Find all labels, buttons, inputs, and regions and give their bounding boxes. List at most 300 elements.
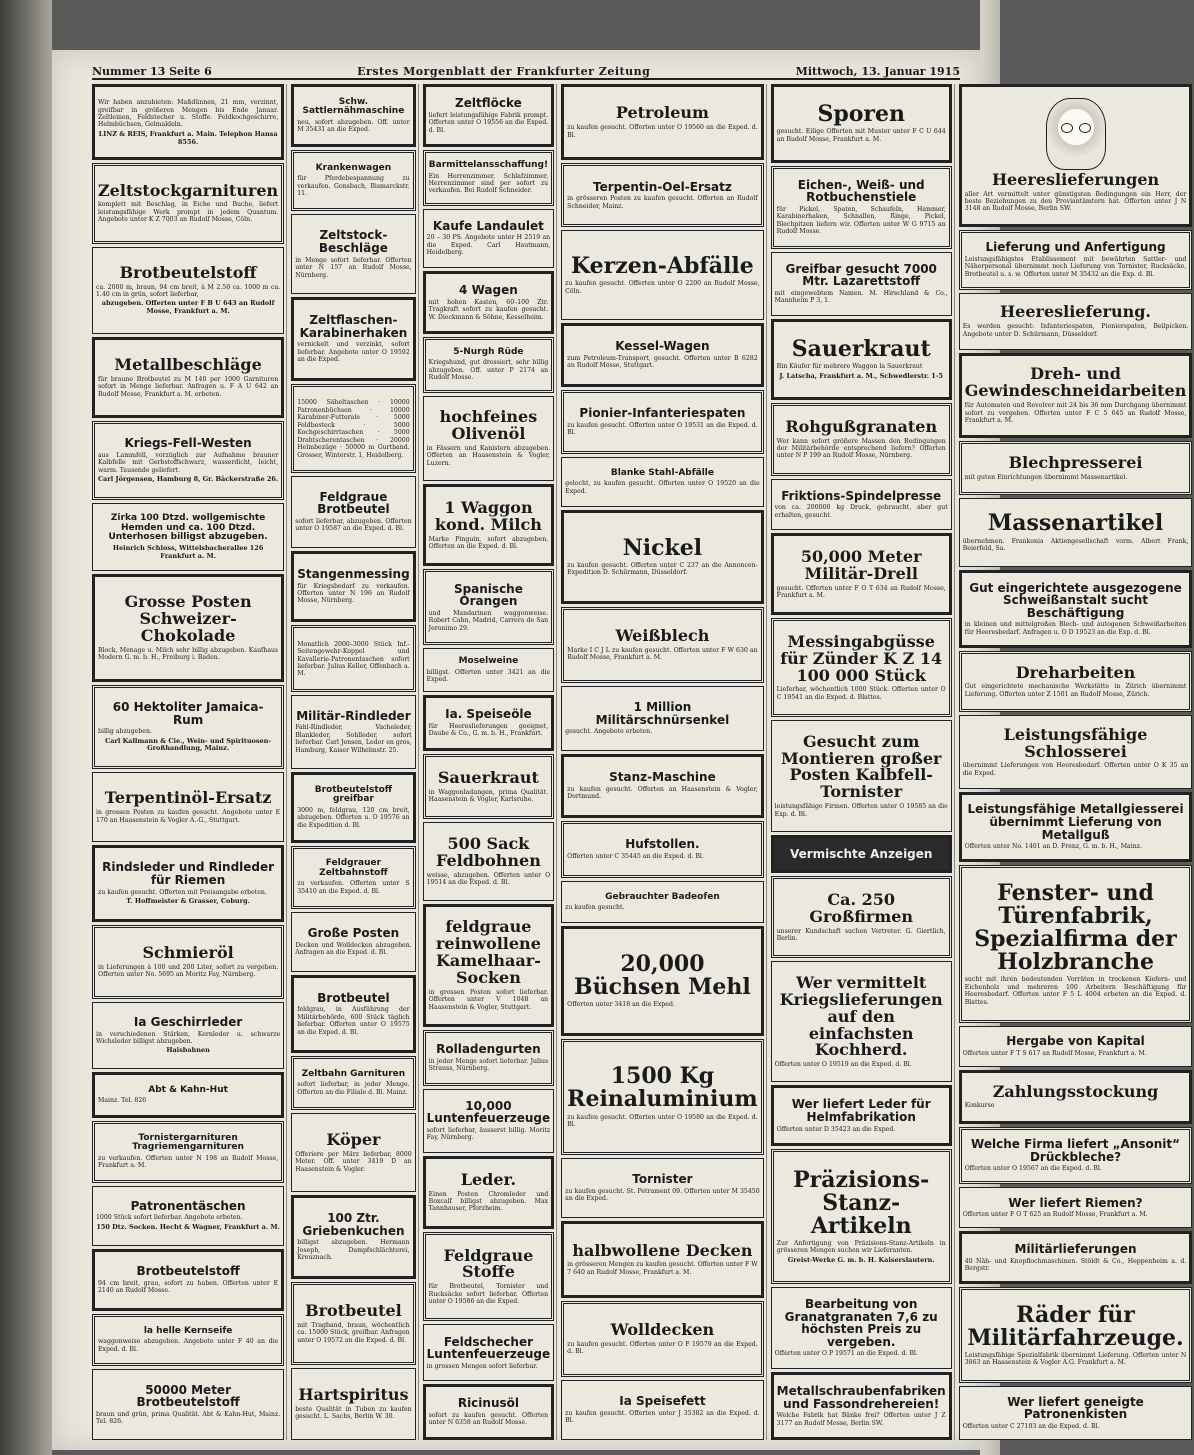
ad-body: in grösseren Mengen zu kaufen gesucht. Offerten unter F W 7 640 an Rudolf Mosse, Frankfurt a. M. <box>567 1261 758 1276</box>
classified-ad <box>291 1195 415 1279</box>
classified-ad <box>291 214 415 294</box>
ad-body: Offerten unter D 35423 an die Exped. <box>776 1125 896 1133</box>
ad-body: zu kaufen gesucht. Offerten unter O F 19579 an die Exped. d. Bl. <box>567 1340 758 1356</box>
classified-ad <box>92 845 284 922</box>
classified-ad <box>92 84 284 160</box>
classified-ad <box>959 1231 1193 1284</box>
ad-body: billig abzugeben. <box>98 728 152 736</box>
ad-body: Leistungsfähige Spezialfabrik übernimmt Lieferung. Offerten unter N 3863 an Haasenstein & Vogler A.G. Frankfurt a. M. <box>964 1351 1187 1367</box>
classified-ad <box>959 353 1193 438</box>
classified-ad <box>771 533 952 615</box>
classified-ad <box>959 498 1193 567</box>
classified-ad <box>423 271 555 334</box>
ad-advertiser: Haisbahnen <box>166 1046 210 1055</box>
ad-body: in Waggonladungen, prima Qualität. Haasenstein & Vogler, Karlsruhe. <box>428 788 549 804</box>
ad-column-2 <box>291 84 418 1440</box>
classified-ad <box>561 1158 764 1218</box>
ad-headline: Leder. <box>460 1169 517 1189</box>
ad-headline: Moselweine <box>458 656 519 667</box>
ad-body: in grösseren Posten zu kaufen gesucht. Offerten an Rudolf Schneider, Mainz. <box>567 195 758 210</box>
ad-headline: Terpentinöl-Ersatz <box>104 788 272 808</box>
ad-headline: Metallschraubenfabriken und Fassondrehereien! <box>776 1383 946 1411</box>
ad-advertiser: Carl Kallmann & Cie., Wein- und Spirituosen-Großhandlung, Mainz. <box>105 736 272 753</box>
ad-headline: Hufstollen. <box>625 837 700 852</box>
classified-ad <box>92 1186 284 1246</box>
classified-ad <box>291 695 415 770</box>
classified-ad <box>423 754 555 819</box>
ad-body: in verschiedenen Stärken, Kernleder u. schwarze Wichsleder billigst abzugeben. <box>96 1030 281 1045</box>
classified-ad <box>423 1089 555 1153</box>
ad-headline: Feldgrauer Zeltbahnstoff <box>319 858 388 878</box>
classified-ad <box>771 1372 952 1440</box>
classified-ad <box>92 925 284 999</box>
ad-headline: Terpentin-Oel-Ersatz <box>593 179 732 194</box>
ad-body: mit Tragband, braun, wöchentlich ca. 15000 Stück, greifbar. Anfragen unter O 19572 an die Exped. d. Bl. <box>297 1321 410 1344</box>
ad-headline: Gesucht zum Montieren großer Posten Kalbfell-Tornister <box>780 731 942 802</box>
classified-ad <box>291 1368 415 1440</box>
ad-body: Offerten unter F T S 617 an Rudolf Mosse, Frankfurt a. M. <box>962 1049 1147 1057</box>
classified-ad <box>92 503 284 571</box>
classified-ad <box>959 293 1193 350</box>
ad-headline: 500 Sack Feldbohnen <box>435 834 541 871</box>
ad-body: 40 Näh- und Knopflochmaschinen. Stöldt & Co., Heppenheim a. d. Bergstr. <box>964 1257 1187 1272</box>
classified-ad <box>959 715 1193 789</box>
classified-ad <box>291 551 415 622</box>
ad-headline: Heereslieferungen <box>991 169 1160 189</box>
classified-ad <box>291 384 415 473</box>
classified-ad <box>291 150 415 211</box>
ad-headline: Brotbeutelstoff <box>119 262 257 282</box>
ad-body: vernickelt und verzinkt, sofort lieferbar. Angebote unter O 19592 an die Exped. <box>297 341 410 364</box>
ad-body: unserer Kundschaft suchen Vertreter. G. Giertlich, Berlin. <box>776 927 946 943</box>
ad-body: Wer kann sofort größere Massen den Bedingungen der Militärbehörde entsprechend liefern? Offerten unter N P 199 an Rudolf Mosse, Nürnberg. <box>776 437 946 460</box>
ad-headline: 1 Million Militärschnürsenkel <box>595 700 730 727</box>
classified-ad <box>423 648 555 692</box>
ad-headline: 5-Nurgh Rüde <box>453 346 524 357</box>
ad-body: Wir haben anzubieten: Maßdünnen, 21 mm, verzinnt, greifbar in größeren Mengen bis Ende Januar. Zeltleinen, Feldstecher u. Stoffe. Feldkochgeschirre, Helmbüchsen, Gelmaldeln. <box>98 99 279 129</box>
ad-body: für Kriegsbedarf zu verkaufen. Offerten unter N 196 an Rudolf Mosse, Nürnberg. <box>297 582 410 605</box>
ad-body: Konkurse <box>964 1102 995 1110</box>
classified-ad <box>423 822 555 900</box>
ad-headline: Ca. 250 Großfirmen <box>809 890 914 927</box>
ad-body: zu kaufen gesucht. Offerten unter C 237 an die Annoncen-Expedition D. Schürmann, Düsseldorf. <box>567 561 758 577</box>
ad-headline: Militärlieferungen <box>1014 1241 1137 1256</box>
ad-headline: Lieferung und Anfertigung <box>985 240 1166 255</box>
ad-body: sucht mit ihren bedeutenden Vorräten in trockenen Kiefern- und Eichenholz und mehreren 100 Arbeitern Beschäftigung für Heeresbedarf. Offerten unter F 5 L 4004 erbeten an die Exped. d. Blattes. <box>964 976 1187 1006</box>
classified-ad <box>771 876 952 958</box>
ad-headline: Zeltflöcke <box>455 96 522 111</box>
ad-headline: Abt & Kahn-Hut <box>148 1084 228 1095</box>
classified-ad <box>771 961 952 1082</box>
ad-body: sofort lieferbar, abzugeben. Offerten unter O 19587 an die Exped. d. Bl. <box>295 517 412 533</box>
ad-headline: Petroleum <box>615 103 709 123</box>
ad-advertiser: T. Hoffmeister & Grasser, Coburg. <box>126 896 250 905</box>
ad-headline: Massenartikel <box>987 510 1164 537</box>
ad-advertiser: LINZ & REIS, Frankfurt a. Main. Telephon Hansa 8556. <box>98 129 278 146</box>
ad-headline: Wer vermittelt Kriegslieferungen auf den einfachsten Kochherd. <box>779 973 943 1060</box>
ad-headline: Zahlungsstockung <box>992 1081 1159 1101</box>
classified-ad <box>423 396 555 482</box>
ad-headline: Leistungsfähige Schlosserei <box>1003 724 1148 761</box>
ad-body: für Heereslieferungen geeignet, Daube & Co., G. m. b. H., Frankfurt. <box>428 723 549 738</box>
ad-advertiser: 150 Dtz. Socken. Hecht & Wagner, Frankfurt a. M. <box>96 1222 280 1231</box>
ad-body: in Lieferungen à 100 und 200 Liter, sofort zu vergeben. Offerten unter No. 5695 an Moritz Fay, Nürnberg. <box>98 963 279 979</box>
classified-ad <box>92 772 284 842</box>
ad-body: in grossen Posten zu kaufen gesucht. Angebote unter E 170 an Haasenstein & Vogler A.-G., Stuttgart. <box>96 809 281 824</box>
classified-ad <box>959 1070 1193 1124</box>
ad-body: übernehmen. Frankonia Aktiengesellschaft vorm. Albert Frank, Beierfeld, Sa. <box>962 537 1189 552</box>
ad-headline: Sauerkraut <box>791 336 931 363</box>
classified-ad <box>561 390 764 454</box>
classified-ad <box>92 1249 284 1311</box>
ad-body: beste Qualität in Tuben zu kaufen gesucht. L. Sachs, Berlin W. 30. <box>295 1406 412 1421</box>
newspaper-page <box>52 50 1189 1450</box>
ad-body: zu verkaufen. Offerten unter N 198 an Rudolf Mosse, Frankfurt a. M. <box>98 1154 279 1170</box>
ad-headline: Grosse Posten Schweizer-Chokolade <box>124 592 252 646</box>
ad-body: 1000 Stück sofort lieferbar. Angebote erbeten. <box>96 1214 243 1222</box>
classified-ad <box>92 574 284 681</box>
ad-headline: Zeltstockgarnituren <box>98 180 279 200</box>
ad-headline: Heereslieferung. <box>1000 302 1151 322</box>
ad-headline: Vermischte Anzeigen <box>789 846 933 861</box>
ad-headline: Brotbeutelstoff <box>136 1264 240 1279</box>
classified-ad <box>561 1221 764 1297</box>
ad-headline: Pionier-Infanteriespaten <box>579 406 746 421</box>
classified-ad <box>92 163 284 244</box>
ad-headline: Fenster- und Türenfabrik, Spezialfirma der Holzbranche <box>974 879 1177 976</box>
classified-ad <box>291 1056 415 1110</box>
ad-body: Marke I C J L zu kaufen gesucht. Offerten unter F W 630 an Rudolf Mosse, Frankfurt a. M. <box>567 646 758 662</box>
ad-body: zum Petroleum-Transport, gesucht. Offerten unter B 6282 an Rudolf Mosse, Stuttgart. <box>567 354 758 370</box>
ad-body: Block, Menage u. Milch sehr billig abzugeben. Kaufhaus Modern G. m. b. H., Freiburg i. Baden. <box>98 646 279 662</box>
ad-headline: Stangenmessing <box>297 566 410 581</box>
classified-ad <box>561 754 764 818</box>
ad-body: und Mandarinen waggonweise. Robert Cahn, Madrid, Carrera de San Jeronimo 29. <box>428 609 549 632</box>
ad-body: 94 cm breit, grau, sofort zu haben. Offerten unter E 2140 an Rudolf Mosse. <box>98 1279 279 1295</box>
ad-headline: Messingabgüsse für Zünder K Z 14 100 000 Stück <box>780 632 943 685</box>
ad-body: Marke Pinguin, sofort abzugeben. Offerten an die Exped. d. Bl. <box>428 535 549 551</box>
classified-ad <box>92 247 284 334</box>
ad-headline: Sporen <box>817 101 905 128</box>
classified-ad <box>959 1187 1193 1228</box>
ad-headline: Kriegs-Fell-Westen <box>124 436 252 451</box>
ad-body: 20 – 30 PS. Angebote unter H 2519 an die Exped. Carl Hautmann, Heidelberg. <box>426 234 551 257</box>
binding-edge <box>0 0 52 1455</box>
classified-ad <box>423 484 555 566</box>
classified-ad <box>771 319 952 400</box>
ad-body: Offeriere per März lieferbar, 8000 Meter. Off. unter 3419 D an Haasenstein & Vogler. <box>295 1150 412 1173</box>
ad-body: Es werden gesucht: Infanteriespaten, Pionierspaten, Beilpicken. Angebote unter D. Schürmann, Düsseldorf. <box>962 323 1189 338</box>
ad-headline: Leistungsfähige Metallgiesserei übernimmt Lieferung von Metallguß <box>967 802 1184 842</box>
classified-ad <box>291 1113 415 1192</box>
ad-body: zu kaufen gesucht. St. Petrament 09. Offerten unter M 35450 an die Exped. <box>565 1188 760 1203</box>
ad-body: Offerten unter O 19567 an die Exped. d. Bl. <box>964 1165 1102 1173</box>
ad-body: billigst. Offerten unter 3421 an die Exped. <box>426 668 551 683</box>
ad-body: mit guten Einrichtungen übernimmt Massenartikel. <box>964 473 1128 481</box>
ad-body: Offerten unter C 27103 an die Exped. d. Bl. <box>962 1423 1100 1431</box>
classified-ad <box>423 1384 555 1440</box>
ad-body: Offerten unter F O T 625 an Rudolf Mosse, Frankfurt a. M. <box>962 1211 1148 1219</box>
ad-body: zu kaufen gesucht. Offerten unter O 19560 an die Exped. d. Bl. <box>567 124 758 139</box>
ad-body: Offerten unter 3418 an die Exped. <box>567 1001 675 1009</box>
ad-body: liefert leistungsfähige Fabrik prompt. Offerten unter O 19556 an die Exped. d. Bl. <box>428 111 549 134</box>
ad-headline: Krankenwagen <box>315 162 392 173</box>
classified-ad <box>92 337 284 418</box>
classified-ad <box>92 1314 284 1367</box>
ad-body: Mainz. Tel. 826 <box>98 1097 147 1105</box>
ad-headline: Hergabe von Kapital <box>1006 1034 1145 1049</box>
classified-ad <box>959 441 1193 495</box>
ad-body: feldgrau, in Ausführung der Militärbehörde, 600 Stück täglich lieferbar. Offerten unter O 19575 an die Exped. d. Bl. <box>297 1006 410 1036</box>
classified-ad <box>291 1282 415 1365</box>
ad-body: in grossen Posten sofort lieferbar. Offerten unter V 1048 an Haasenstein & Vogler, Stuttgart. <box>428 988 549 1011</box>
classified-ad <box>92 1002 284 1070</box>
ad-body: sofort lieferbar, äusserst billig. Moritz Fay, Nürnberg. <box>426 1126 551 1142</box>
ad-body: gesucht. Eilige Offerten mit Muster unter F C U 644 an Rudolf Mosse, Frankfurt a. M. <box>776 128 946 143</box>
classified-ad <box>771 618 952 717</box>
ad-body: für Pickel, Spaten, Schaufeln, Hammer, Karabinerhaken, Schnallen, Ringe, Pickel, Blechpitzen liefern wir. Offerten unter W G 9715 an Rudolf Mosse. <box>776 205 946 236</box>
ad-headline: Dreh- und Gewindeschneidarbeiten <box>964 364 1187 401</box>
ad-headline: 1500 Kg Reinaluminium <box>567 1063 758 1113</box>
ad-headline: Brotbeutel <box>317 990 390 1005</box>
ad-body: zu verkaufen. Offerten unter S 35410 an die Exped. d. Bl. <box>297 880 410 895</box>
classified-ad <box>92 421 284 500</box>
ad-advertiser: abzugeben. Offerten unter F B U 643 an Rudolf Mosse, Frankfurt a. M. <box>101 299 275 316</box>
classified-ad <box>92 1072 284 1117</box>
ad-body: in grossen Mengen sofort lieferbar. <box>426 1362 538 1370</box>
classified-ad <box>291 846 415 909</box>
classified-ad <box>561 163 764 227</box>
ad-headline: Ricinusöl <box>457 1396 519 1411</box>
classified-ad <box>771 403 952 476</box>
ad-body: leistungsfähige Firmen. Offerten unter O 19585 an die Exp. d. Bl. <box>774 803 948 818</box>
classified-ad <box>561 230 764 320</box>
ad-headline: Stanz-Maschine <box>609 770 716 785</box>
ad-body: sofort lieferbar, in jeder Menge. Offerten an die Filiale d. Bl. Mainz. <box>297 1081 410 1096</box>
ad-body: zu kaufen gesucht. Offerten unter J 35382 an die Exped. d. Bl. <box>565 1409 760 1425</box>
classified-ad <box>771 720 952 832</box>
classified-ad <box>771 1287 952 1369</box>
ad-body: zu kaufen gesucht. Offerten mit Preisangabe erbeten. <box>98 888 267 896</box>
ad-headline: Tornistergarnituren Tragriemengarnituren <box>132 1132 244 1153</box>
ad-headline: Große Posten <box>307 926 400 941</box>
ad-body: aus Lammfell, vorzüglich zur Aufnahme brauner Kalbfelle mit Gerbstoffschwarz, wasserdicht, leicht, warm. Tausende geliefert. <box>98 451 279 474</box>
ad-headline: Kessel-Wagen <box>615 339 710 354</box>
ad-body: gesucht. Offerten unter F O T 634 an Rudolf Mosse, Frankfurt a. M. <box>776 584 946 600</box>
masthead: Erstes Morgenblatt der Frankfurter Zeitung <box>357 65 651 78</box>
ad-headline: Räder für Militärfahrzeuge. <box>967 1301 1184 1351</box>
ad-body: sofort zu kaufen gesucht. Offerten unter N 6358 an Rudolf Mosse. <box>428 1412 549 1427</box>
ad-body: Bin Käufer für mehrere Waggon la Sauerkraut <box>776 363 923 371</box>
classified-ad <box>291 975 415 1054</box>
ad-headline: Zeltflaschen-Karabinerhaken <box>299 313 408 340</box>
classified-ad <box>959 792 1193 862</box>
ad-body: für Automaten und Revolver mit 24 bis 36 mm Durchgang übernimmt sofort zu vergeben. Offerten unter F C 5 645 an Rudolf Mosse, Frankfurt a. M. <box>964 402 1187 424</box>
ad-body: gelocht, zu kaufen gesucht. Offerten unter O 19520 an die Exped. <box>565 480 760 495</box>
ad-headline: Patronentäschen <box>130 1198 246 1213</box>
classified-ad <box>291 84 415 147</box>
classified-ad <box>423 904 555 1027</box>
ad-headline: Wolldecken <box>610 1319 715 1339</box>
ad-columns <box>92 84 1189 1440</box>
classified-ad <box>959 1127 1193 1185</box>
ad-column-5 <box>771 84 955 1440</box>
ad-column-6 <box>959 84 1194 1440</box>
ad-headline: Tornister <box>632 1172 693 1187</box>
ad-headline: 50000 Meter Brotbeutelstoff <box>136 1382 240 1410</box>
ad-headline: Militär-Rindleder <box>296 708 411 723</box>
ad-body: billigst abzugeben. Hermann Joseph, Dampfschlächterei, Kreuznach. <box>297 1239 410 1262</box>
ad-headline: Blanke Stahl-Abfälle <box>610 467 714 478</box>
ad-body: Lieferbar, wöchentlich 1000 Stück. Offerten unter O C 19541 an die Exped. d. Blattes. <box>776 686 946 701</box>
classified-ad <box>423 1232 555 1322</box>
ad-headline: Gebrauchter Badeofen <box>605 891 720 902</box>
classified-ad <box>561 457 764 507</box>
ad-body: in jeder Menge sofort lieferbar. Julius Strauss, Nürnberg. <box>428 1057 549 1072</box>
ad-column-1 <box>92 84 287 1440</box>
ad-headline: Rolladengurten <box>436 1041 541 1056</box>
classified-ad <box>771 1085 952 1146</box>
ad-headline: 60 Hektoliter Jamaica-Rum <box>112 699 264 727</box>
page-number: Nummer 13 Seite 6 <box>92 65 212 78</box>
classified-ad <box>561 926 764 1035</box>
ad-body: für Pferdebespannung zu verkaufen. Gonsbach, Bismarckstr. 11. <box>297 175 410 198</box>
ad-body: zu kaufen gesucht. <box>565 903 625 911</box>
classified-ad <box>423 695 555 751</box>
classified-ad <box>771 252 952 316</box>
issue-date: Mittwoch, 13. Januar 1915 <box>795 65 960 78</box>
ad-headline: 50,000 Meter Militär-Drell <box>800 547 922 583</box>
ad-headline: Bearbeitung von Granatgranaten 7,6 zu höchsten Preis zu vergeben. <box>784 1296 938 1349</box>
classified-ad <box>291 625 415 692</box>
ad-body: übernimmt Lieferungen von Heeresbedarf. Offerten unter O K 35 an die Exped. <box>962 762 1189 777</box>
ad-body: 3000 m, feldgrau, 120 cm breit, abzugeben. Offerten u. O 19576 an die Expedition d. Bl. <box>297 806 410 829</box>
ad-headline: la helle Kernseife <box>143 1326 233 1336</box>
ad-headline: Dreharbeiten <box>1015 662 1136 682</box>
classified-ad <box>423 569 555 645</box>
classified-ad <box>561 323 764 387</box>
ad-body: Fahl-Rindleder, Vacheleder, Blankleder, Sohlleder, sofort lieferbar. Carl Jensen, Leder en gros, Hamburg, Kaiser Wilhelmstr. 25. <box>295 724 412 754</box>
ad-body: Gut eingerichtete mechanische Werkstätte in Zürich übernimmt Lieferung. Offerten unter Z 1501 an Rudolf Mosse, Zürich. <box>964 683 1187 698</box>
classified-ad <box>561 1380 764 1440</box>
ad-headline: Ia. Speiseöle <box>445 707 532 722</box>
classified-ad <box>561 1039 764 1156</box>
ad-body: Ein Herrenzimmer, Schlafzimmer, Herrenzimmer sind per sofort zu verkaufen. Bei Rudolf Schneider. <box>428 172 549 195</box>
classified-ad <box>959 865 1193 1022</box>
ad-headline: Wer liefert Riemen? <box>1008 1195 1143 1210</box>
ad-headline: Ia Speisefett <box>619 1394 706 1409</box>
ad-body: in Fässern und Kanistern abzugeben. Offerten an Haasenstein & Vogler, Luzern. <box>426 445 551 467</box>
classified-ad <box>959 1386 1193 1440</box>
ad-body: ca. 2000 m, braun, 94 cm breit, à M 2.50 ca. 1000 m ca. 1.40 cm in grün, sofort lieferbar, <box>96 283 281 298</box>
ad-headline: Rindsleder und Rindleder für Riemen <box>102 860 275 887</box>
ad-headline: Zeltbahn Garnituren <box>301 1068 406 1079</box>
ad-body: Offerten unter O P 19571 an die Exped. d. Bl. <box>774 1350 918 1358</box>
ad-body: Decken und Wolldecken abzugeben. Anfragen an die Exped. d. Bl. <box>295 941 412 957</box>
ad-headline: Brotbeutel <box>305 1300 402 1320</box>
ad-headline: Feldschecher Luntenfeuerzeuge <box>426 1334 551 1362</box>
ad-body: für Brotbeutel, Tornister und Rucksäcke sofort lieferbar. Offerten unter O 19586 an die Exped. <box>428 1283 549 1306</box>
ad-headline: halbwollene Decken <box>572 1240 753 1260</box>
ad-body: waggonweise abzugeben. Angebote unter F 40 an die Exped. d. Bl. <box>98 1338 279 1353</box>
ad-headline: Schw. Sattlernähmaschine <box>302 96 405 117</box>
ad-body: Offerten unter C 35445 an die Exped. d. Bl. <box>567 852 704 860</box>
classified-ad <box>423 337 555 393</box>
ad-headline: Köper <box>326 1129 381 1149</box>
ad-body: von ca. 200000 kg Druck, gebraucht, aber gut erhalten, gesucht. <box>774 504 948 519</box>
classified-ad <box>423 209 555 268</box>
ad-headline: Welche Firma liefert „Ansonit“ Drückbleche? <box>971 1137 1181 1164</box>
classified-ad <box>423 150 555 206</box>
ad-headline: Präzisions-Stanz-Artikeln <box>793 1166 930 1239</box>
ad-headline: Schmieröl <box>142 943 234 963</box>
classified-ad <box>771 1149 952 1284</box>
classified-ad <box>291 297 415 381</box>
ad-body: Welche Fabrik hat Bänke frei? Offerten unter J Z 3177 an Rudolf Mosse, Berlin SW. <box>776 1412 946 1427</box>
ad-body: Einen Posten Chromleder und Boxcalf billigst abzugeben. Max Tannhauser, Pforzheim. <box>428 1190 549 1213</box>
ad-body: zu kaufen gesucht. Offerten unter O 19531 an die Exped. d. Bl. <box>567 421 758 437</box>
ad-body: mit eingewebtem Namen. M. Hirschland & Co., Mannheim P 3, 1. <box>774 290 948 305</box>
classified-ad <box>561 510 764 604</box>
classified-ad <box>423 84 555 147</box>
ad-body: in kleinen und mittelgroßen Blech- und autogenen Schweißarbeiten für Heeresbedarf. Anfragen u. O D 19523 an die Exp. d. Bl. <box>964 621 1187 636</box>
ad-headline: 100 Ztr. Griebenkuchen <box>302 1211 405 1238</box>
ad-body: zu kaufen gesucht. Offerten unter O 2200 an Rudolf Mosse, Cöln. <box>565 280 760 295</box>
classified-ad <box>959 1287 1193 1383</box>
ad-body: aller Art vermittelt unter günstigsten Bedingungen ein Herr, der beste Beziehungen zu den Proviantämtern hat. Offerten unter J N 3148 an Rudolf Mosse, Berlin SW. <box>964 190 1187 213</box>
ad-body: braun und grün, prima Qualität. Abt & Kahn-Hut, Mainz. Tel. 826. <box>96 1410 281 1426</box>
ad-body: Monatlich 2000–3000 Stück Inf.-Seitengewehr-Koppel und Kavallerie-Patronentaschen sofort lieferbar. Julius Keller, Offenbach a. M. <box>297 640 410 678</box>
classified-ad <box>92 1369 284 1440</box>
classified-ad <box>291 476 415 548</box>
ad-headline: Kaufe Landaulet <box>432 218 544 233</box>
ad-headline: Friktions-Spindelpresse <box>781 488 942 503</box>
ad-body: zu kaufen gesucht. Offerten an Haasenstein & Vogler, Dortmund. <box>567 785 758 801</box>
ad-headline: Hartspiritus <box>298 1385 409 1405</box>
ad-body: mit hohen Kasten, 60–100 Ztr. Tragkraft sofort zu kaufen gesucht. W. Dieckmann & Söhne, Kesselheim. <box>428 298 549 321</box>
ad-headline: 1 Waggon kond. Milch <box>434 498 542 534</box>
ad-headline: Eichen-, Weiß- und Rotbuchenstiele <box>797 177 925 205</box>
ad-headline: Feldgraue Stoffe <box>443 1245 534 1282</box>
ad-headline: Sauerkraut <box>437 767 539 787</box>
ad-headline: Blechpresserei <box>1008 452 1143 472</box>
ad-body: Zur Anfertigung von Präzisions-Stanz-Artikeln in grösseren Mengen suchen wir Lieferanten. <box>776 1239 946 1255</box>
ad-headline: Metallbeschläge <box>114 354 262 374</box>
ad-headline: Zeltstock-Beschläge <box>318 228 388 256</box>
ad-body: neu, sofort abzugeben. Off. unter M 35431 an die Exped. <box>297 118 410 134</box>
ad-body: in Menge sofort lieferbar. Offerten unter N 157 an Rudolf Mosse, Nürnberg. <box>295 256 412 279</box>
classified-ad <box>92 1121 284 1183</box>
classified-ad <box>561 821 764 878</box>
ad-body: zu kaufen gesucht. Offerten unter O 19580 an die Exped. d. Bl. <box>567 1113 758 1128</box>
classified-ad <box>92 685 284 770</box>
ad-headline: Greifbar gesucht 7000 Mtr. Lazarettstoff <box>785 261 937 289</box>
ad-body: gesucht. Angebote erbeten. <box>565 728 653 736</box>
classified-ad <box>959 230 1193 290</box>
classified-ad <box>291 912 415 972</box>
ad-body: für braune Brotbeutel zu M 140 per 1000 Garnituren sofort in Menge lieferbar. Anfragen u. F A U 642 an Rudolf Mosse, Frankfurt a. M. erbeten. <box>98 375 279 398</box>
classified-ad <box>561 84 764 160</box>
classified-ad <box>959 570 1193 648</box>
classified-ad <box>959 84 1193 227</box>
ad-body: weisse, abzugeben. Offerten unter O 19514 an die Exped. d. Bl. <box>426 871 551 887</box>
ad-body: 15000 Säbeltaschen · 10000 Patronenbüchsen · 10000 Karabiner-Futterale · 5000 Feldbesteck · 5000 Kochgeschirrtaschen · 5000 Drahtscherentaschen · 20000 Helmbezüge · 50000 m Gurtband. Grosser, Winterstr. 1, Heidelberg. <box>297 399 410 459</box>
ad-headline: Nickel <box>622 534 703 561</box>
ad-headline: Zirka 100 Dtzd. wollgemischte Hemden und ca. 100 Dtzd. Unterhosen billigst abzugeben. <box>108 513 268 543</box>
ad-body: Kriegshund, gut dressiert, sehr billig abzugeben. Off. unter P 2174 an Rudolf Mosse. <box>428 359 549 382</box>
classified-ad <box>959 651 1193 712</box>
ad-headline: 10,000 Luntenfeuerzeuge <box>426 1098 551 1126</box>
